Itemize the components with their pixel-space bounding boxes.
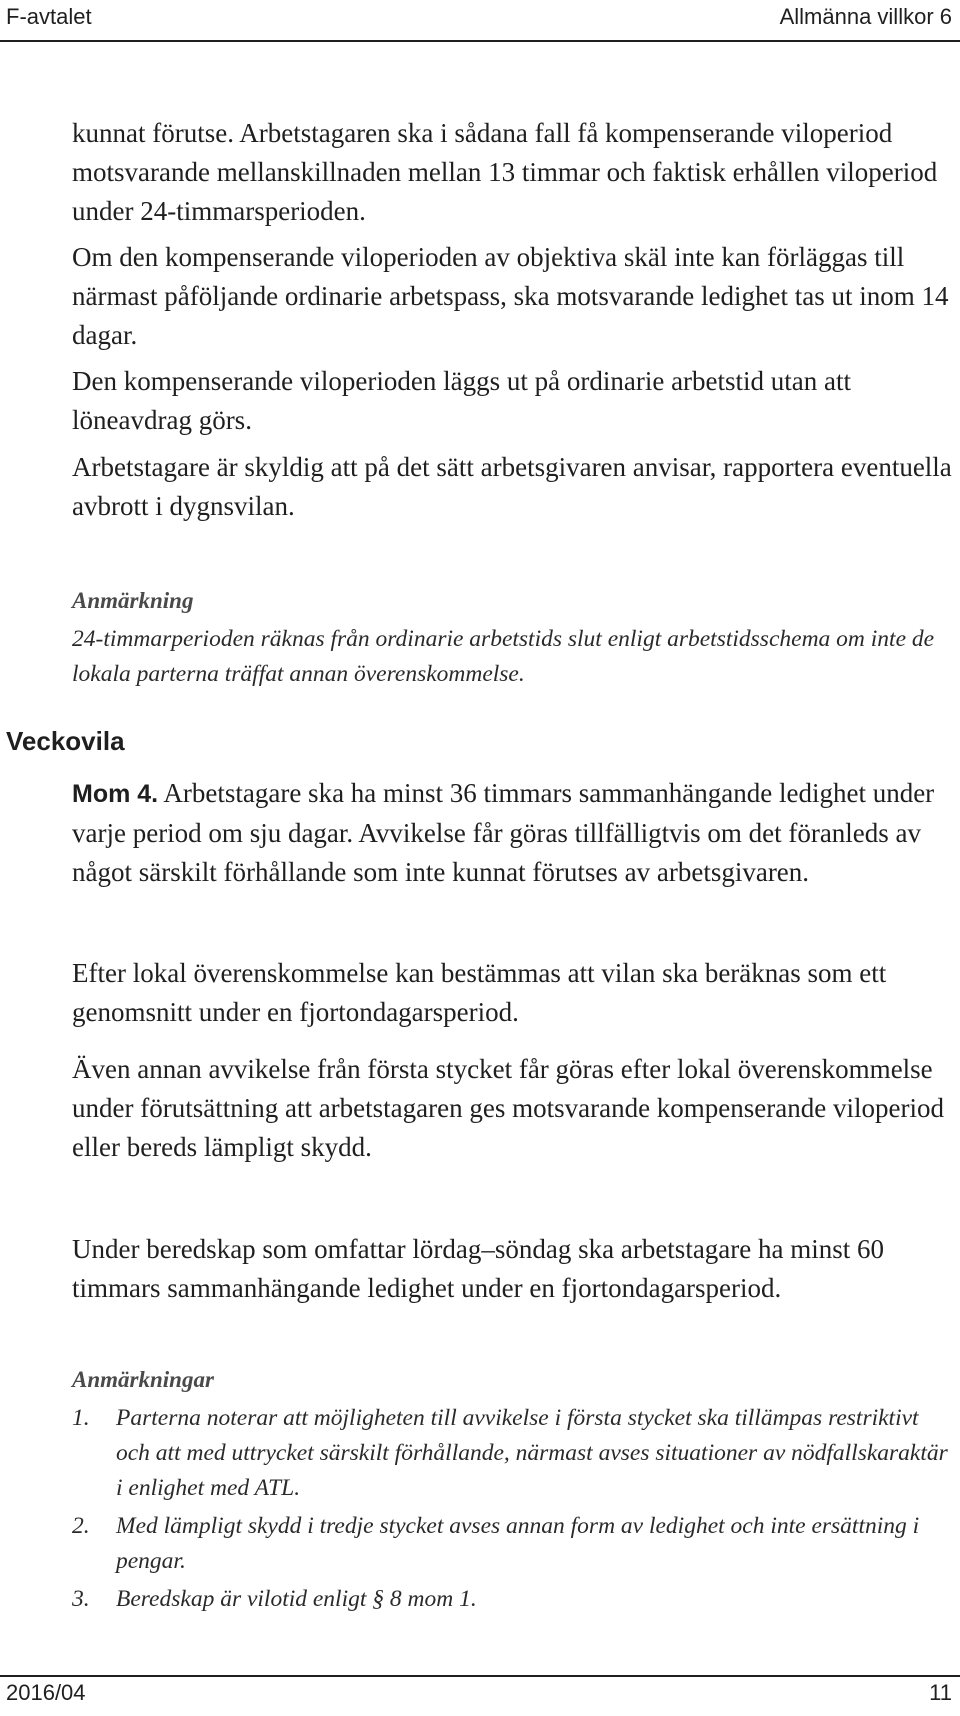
note-number: 2. (72, 1513, 90, 1539)
note-heading: Anmärkning (72, 588, 194, 613)
note-item-text: Med lämpligt skydd i tredje stycket avses annan form av ledighet och inte ersättning i pengar. (116, 1513, 920, 1574)
paragraph: Om den kompenserande viloperioden av objektiva skäl inte kan förläggas till närmast påföljande ordinarie arbetspass, ska motsvarande ledighet tas ut inom 14 dagar. (72, 242, 949, 350)
note-number: 3. (72, 1586, 90, 1612)
paragraph: Efter lokal överenskommelse kan bestämmas att vilan ska beräknas som ett genomsnitt under en fjortondagarsperiod. (72, 958, 887, 1027)
paragraph: kunnat förutse. Arbetstagaren ska i sådana fall få kompenserande viloperiod motsvarande mellanskillnaden mellan 13 timmar och faktisk erhållen viloperiod under 24-timmarsperioden. (72, 118, 938, 226)
header-divider (0, 40, 960, 42)
mom-label: Mom 4. (72, 780, 159, 808)
note-item (72, 1401, 952, 1506)
mom-paragraph (72, 774, 952, 892)
section-heading: Veckovila (6, 726, 125, 756)
mom-text: Arbetstagare ska ha minst 36 timmars sammanhängande ledighet under varje period om sju dagar. Avvikelse får göras tillfälligtvis om det föranleds av något särskilt förhållande som inte kunnat förutses av arbetsgivaren. (72, 778, 935, 887)
running-header-title: F-avtalet (6, 4, 92, 29)
note-item (72, 1509, 952, 1579)
note-text: 24-timmarperioden räknas från ordinarie arbetstids slut enligt arbetstidsschema om inte de lokala parterna träffat annan överenskommelse. (72, 626, 935, 687)
footer-divider (0, 1675, 960, 1677)
paragraph: Under beredskap som omfattar lördag–söndag ska arbetstagare ha minst 60 timmars sammanhängande ledighet under en fjortondagarsperiod. (72, 1234, 885, 1303)
paragraph: Även annan avvikelse från första stycket får göras efter lokal överenskommelse under förutsättning att arbetstagaren ges motsvarande kompenserande viloperiod eller bereds lämpligt skydd. (72, 1054, 944, 1162)
notes-list (72, 1401, 952, 1620)
notes-heading: Anmärkningar (72, 1367, 214, 1392)
note-item (72, 1582, 952, 1617)
note-number: 1. (72, 1405, 90, 1431)
paragraph: Den kompenserande viloperioden läggs ut på ordinarie arbetstid utan att löneavdrag görs. (72, 366, 852, 435)
footer-date: 2016/04 (6, 1680, 86, 1705)
paragraph: Arbetstagare är skyldig att på det sätt arbetsgivaren anvisar, rapportera eventuella avbrott i dygnsvilan. (72, 452, 952, 521)
note-item-text: Parterna noterar att möjligheten till avvikelse i första stycket ska tillämpas restriktivt och att med uttrycket särskilt förhållande, närmast avses situationer av nödfallskaraktär i enlighet med ATL. (116, 1405, 948, 1501)
note-item-text: Beredskap är vilotid enligt § 8 mom 1. (116, 1586, 477, 1612)
page-number: 11 (929, 1680, 952, 1705)
running-header-section: Allmänna villkor 6 (779, 4, 952, 29)
